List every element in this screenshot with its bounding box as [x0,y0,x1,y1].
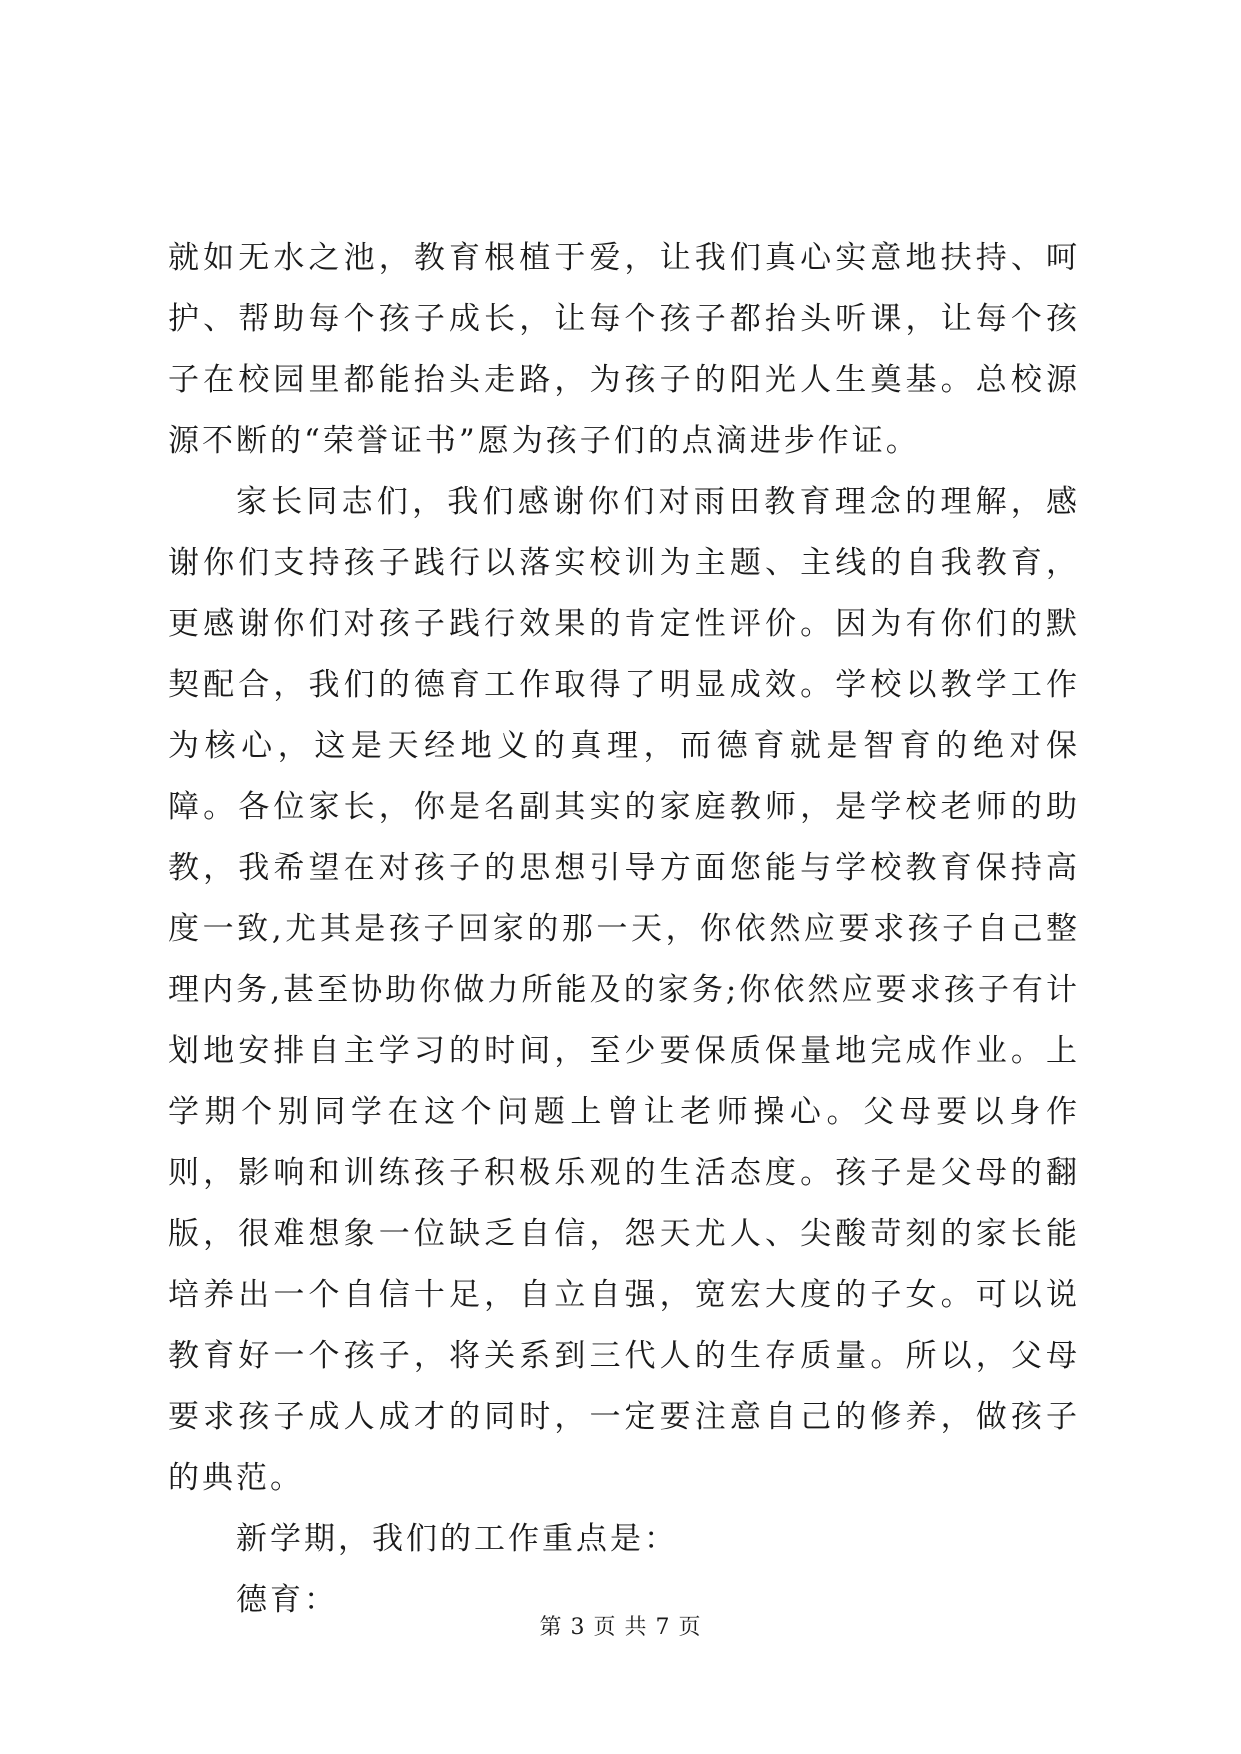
page-number-footer: 第 3 页 共 7 页 [539,1615,702,1640]
paragraph-work-focus: 新学期，我们的工作重点是： [236,1521,678,1557]
paragraph-parents-address: 家长同志们，我们感谢你们对雨田教育理念的理解，感谢你们支持孩子践行以落实校训为主题、主线的自我教育，更感谢你们对孩子践行效果的肯定性评价。因为有你们的默契配合，我们的德育工作取得了明显成效。学校以教学工作为核心，这是天经地义的真理，而德育就是智育的绝对保障。各位家长，你是名副其实的家庭教师，是学校老师的助教，我希望在对孩子的思想引导方面您能与学校教育保持高度一致,尤其是孩子回家的那一天，你依然应要求孩子自己整理内务,甚至协助你做力所能及的家务;你依然应要求孩子有计划地安排自主学习的时间，至少要保质保量地完成作业。上学期个别同学在这个问题上曾让老师操心。父母要以身作则，影响和训练孩子积极乐观的生活态度。孩子是父母的翻版，很难想象一位缺乏自信，怨天尤人、尖酸苛刻的家长能培养出一个自信十足，自立自强，宽宏大度的子女。可以说教育好一个孩子，将关系到三代人的生存质量。所以，父母要求孩子成人成才的同时，一定要注意自己的修养，做孩子的典范。 [168,484,1080,1496]
paragraph-continuation: 就如无水之池，教育根植于爱，让我们真心实意地扶持、呵护、帮助每个孩子成长，让每个孩子都抬头听课，让每个孩子在校园里都能抬头走路，为孩子的阳光人生奠基。总校源源不断的“荣誉证书”愿为孩子们的点滴进步作证。 [168,240,1080,459]
document-body [168,228,1080,1631]
paragraph-moral-education-heading: 德育： [236,1582,338,1618]
